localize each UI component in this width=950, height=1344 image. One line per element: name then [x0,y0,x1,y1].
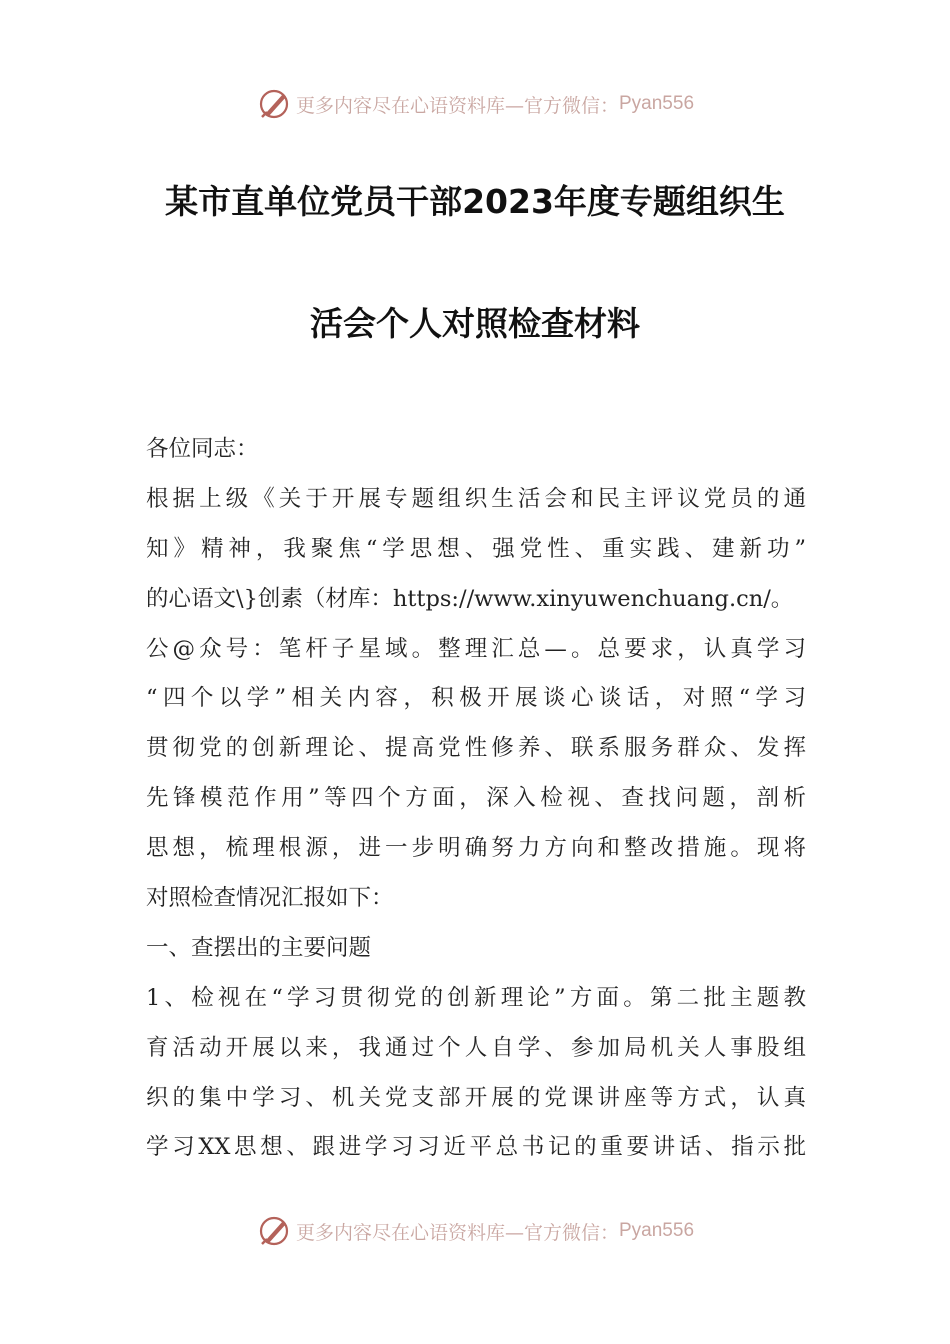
body-line: 根据上级《关于开展专题组织生活会和民主评议党员的通 [146,485,806,512]
body-line: 思想，梳理根源，进一步明确努力方向和整改措施。现将 [146,835,806,862]
body-line: 1、检视在“学习贯彻党的创新理论”方面。第二批主题教 [146,984,806,1011]
watermark-text: 更多内容尽在心语资料库—官方微信： [295,1221,619,1244]
watermark-banner-top [0,84,950,124]
body-line: 公@众号：笔杆子星域。整理汇总—。总要求，认真学习 [146,635,806,662]
body-line: 织的集中学习、机关党支部开展的党课讲座等方式，认真 [146,1084,806,1111]
body-line: 对照检查情况汇报如下： [146,885,394,912]
body-line: 贯彻党的创新理论、提高党性修养、联系服务群众、发挥 [146,735,806,762]
pen-logo-icon [256,1213,292,1249]
section-heading: 一、查摆出的主要问题 [146,934,372,961]
watermark-wechat-id: Pyan556 [619,93,695,114]
document-title-line-2: 活会个人对照检查材料 [310,304,640,343]
watermark-wechat-id: Pyan556 [619,1220,695,1241]
body-line: 先锋模范作用”等四个方面，深入检视、查找问题，剖析 [146,785,806,812]
body-line-with-url: 的心语文\}创素（材库：https://www.xinyuwenchuang.cn/。 [146,585,794,612]
body-line: “四个以学”相关内容，积极开展谈心谈话，对照“学习 [146,685,806,712]
body-line: 学习XX思想、跟进学习习近平总书记的重要讲话、指示批 [146,1134,806,1161]
pen-logo-icon [256,86,292,122]
document-body [146,425,806,1173]
body-line: 知》精神，我聚焦“学思想、强党性、重实践、建新功” [146,535,806,562]
salutation: 各位同志： [146,436,259,462]
watermark-banner-bottom [0,1211,950,1251]
document-title-line-1: 某市直单位党员干部2023年度专题组织生 [165,182,785,221]
body-line: 育活动开展以来，我通过个人自学、参加局机关人事股组 [146,1034,806,1061]
watermark-text: 更多内容尽在心语资料库—官方微信： [295,94,619,117]
